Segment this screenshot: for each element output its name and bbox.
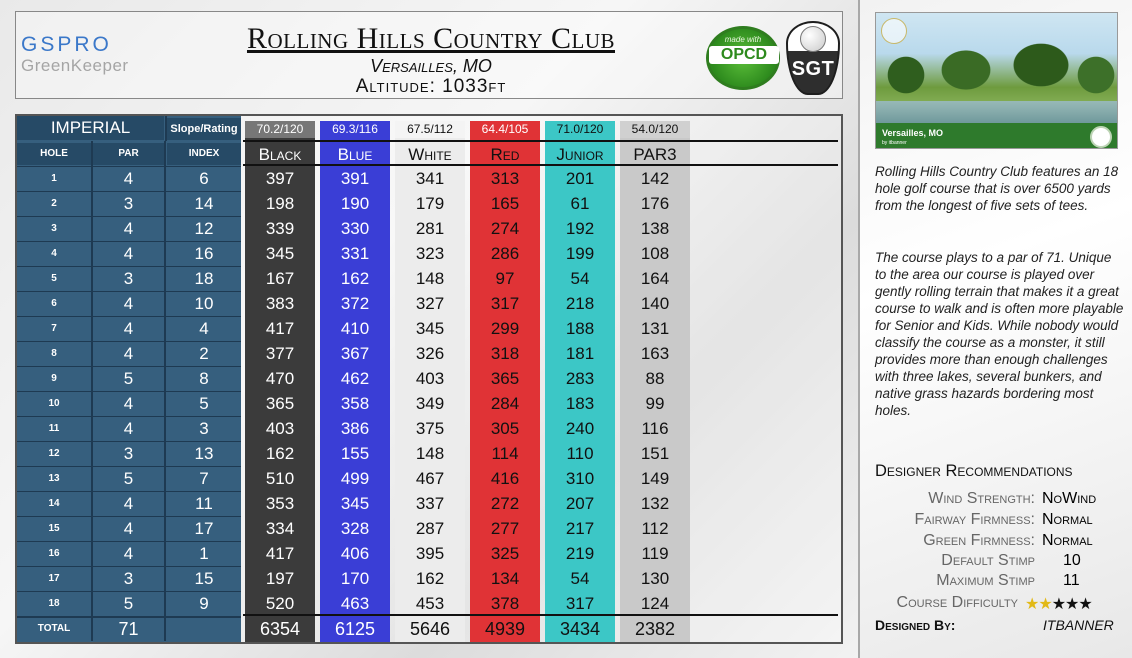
tee-yardage: 99 — [645, 394, 665, 413]
tee-yardage: 305 — [490, 419, 520, 438]
recommendation-row — [860, 490, 1132, 510]
tee-yardage: 119 — [641, 544, 669, 563]
hole-par: 4 — [123, 494, 134, 513]
hole-number: 15 — [48, 523, 60, 534]
tee-yardage: 341 — [415, 169, 445, 188]
hole-par: 4 — [123, 294, 134, 313]
tee-yardage: 54 — [570, 269, 590, 288]
tee-yardage: 162 — [340, 269, 370, 288]
tee-yardage: 375 — [415, 419, 445, 438]
star-icon: ★ — [1051, 596, 1066, 613]
gspro-logo-title: GSPRO — [21, 33, 112, 56]
tee-yardage: 165 — [490, 194, 520, 213]
tee-yardage: 330 — [340, 219, 370, 238]
tee-yardage: 372 — [340, 294, 370, 313]
opcd-badge-small: made with — [724, 35, 762, 44]
tee-yardage: 453 — [415, 594, 445, 613]
tee-yardage: 207 — [565, 494, 595, 513]
tee-yardage: 286 — [490, 244, 520, 263]
hole-index: 12 — [194, 219, 214, 238]
tee-yardage: 299 — [490, 319, 520, 338]
col-index-header: INDEX — [167, 143, 241, 165]
hole-index: 2 — [199, 344, 209, 363]
tee-total: 3434 — [559, 619, 601, 639]
recommendation-label: Wind Strength: — [928, 490, 1035, 507]
tee-yardage: 410 — [340, 319, 370, 338]
golf-logo-icon — [1090, 126, 1112, 148]
difficulty-label: Course Difficulty — [896, 594, 1018, 611]
sgt-badge-icon — [786, 21, 840, 95]
hole-number: 17 — [48, 573, 60, 584]
tee-yardage: 463 — [340, 594, 370, 613]
tee-yardage: 417 — [265, 319, 295, 338]
recommendation-label: Maximum Stimp — [936, 572, 1035, 589]
tee-yardage: 310 — [565, 469, 595, 488]
tee-yardage: 199 — [565, 244, 595, 263]
tee-yardage: 192 — [565, 219, 595, 238]
difficulty-row — [860, 594, 1132, 614]
photo-banner — [876, 123, 1118, 149]
tee-yardage: 510 — [265, 469, 295, 488]
club-altitude: Altitude: 1033ft — [355, 76, 507, 97]
hole-index: 15 — [194, 569, 214, 588]
tee-yardage: 240 — [565, 419, 595, 438]
club-seal-icon — [881, 18, 907, 44]
tee-yardage: 112 — [641, 519, 669, 538]
photo-location: Versailles, MO — [882, 128, 944, 138]
hole-par: 3 — [123, 194, 134, 213]
hole-index: 13 — [194, 444, 214, 463]
tee-yardage: 326 — [415, 344, 445, 363]
opcd-badge-icon — [706, 26, 780, 90]
tee-name-red: Red — [490, 145, 520, 164]
hole-par: 4 — [123, 169, 134, 188]
hole-number: 3 — [51, 223, 57, 234]
tee-yardage: 132 — [640, 494, 670, 513]
header — [15, 11, 843, 99]
tee-yardage: 274 — [490, 219, 520, 238]
hole-number: 6 — [51, 298, 57, 309]
tee-rating-par3: 54.0/120 — [620, 121, 690, 138]
tee-yardage: 391 — [340, 169, 370, 188]
recommendation-label: Fairway Firmness: — [914, 511, 1035, 528]
tee-yardage: 170 — [340, 569, 370, 588]
tee-yardage: 337 — [415, 494, 445, 513]
photo-byline: by itbanner — [882, 140, 907, 146]
tee-yardage: 140 — [640, 294, 670, 313]
tee-yardage: 116 — [641, 419, 669, 438]
designer-recommendations-title: Designer Recommendations — [875, 462, 1073, 480]
tee-yardage: 134 — [490, 569, 520, 588]
tee-yardage: 406 — [340, 544, 370, 563]
hole-index: 11 — [195, 494, 213, 513]
tee-name-white: White — [408, 145, 452, 164]
tee-yardage: 197 — [265, 569, 295, 588]
club-location: Versailles, MO — [370, 56, 492, 76]
tee-yardage: 317 — [565, 594, 595, 613]
tee-total: 6354 — [259, 619, 301, 639]
tee-yardage: 219 — [565, 544, 595, 563]
tee-rating-black: 70.2/120 — [245, 121, 315, 138]
tee-yardage: 148 — [415, 269, 445, 288]
tee-yardage: 378 — [490, 594, 520, 613]
units-label: IMPERIAL — [17, 116, 164, 140]
tee-yardage: 349 — [415, 394, 445, 413]
tee-yardage: 61 — [570, 194, 590, 213]
tee-yardage: 345 — [415, 319, 445, 338]
par-total: 71 — [118, 619, 139, 639]
tee-yardage: 377 — [265, 344, 295, 363]
tee-yardage: 331 — [340, 244, 370, 263]
hole-index: 3 — [199, 419, 209, 438]
hole-index: 1 — [199, 544, 209, 563]
tee-yardage: 149 — [640, 469, 670, 488]
tee-yardage: 395 — [415, 544, 445, 563]
star-icon: ★ — [1065, 596, 1079, 613]
tee-name-black: Black — [258, 145, 302, 164]
gspro-logo-subtitle: GreenKeeper — [21, 56, 129, 75]
tee-yardage: 155 — [340, 444, 370, 463]
hole-number: 1 — [51, 173, 57, 184]
hole-number: 12 — [48, 448, 60, 459]
recommendation-row — [860, 532, 1132, 552]
tee-total: 4939 — [484, 619, 526, 639]
difficulty-stars — [1025, 594, 1092, 614]
hole-number: 7 — [51, 323, 57, 334]
tee-yardage: 403 — [265, 419, 295, 438]
course-info-panel — [858, 0, 1132, 658]
tee-yardage: 470 — [265, 369, 295, 388]
tee-yardage: 287 — [415, 519, 445, 538]
tee-yardage: 176 — [640, 194, 670, 213]
hole-par: 3 — [123, 444, 134, 463]
tee-name-junior: Junior — [556, 145, 604, 164]
tee-yardage: 277 — [490, 519, 520, 538]
tee-yardage: 339 — [265, 219, 295, 238]
tee-total: 2382 — [634, 619, 676, 639]
tee-yardage: 318 — [490, 344, 520, 363]
header-rule-top — [243, 140, 838, 142]
header-rule-bottom — [243, 164, 838, 166]
recommendation-value: Normal — [1042, 532, 1093, 549]
recommendation-row — [860, 572, 1132, 592]
hole-index: 17 — [194, 519, 214, 538]
tee-yardage: 108 — [640, 244, 670, 263]
recommendation-label: Green Firmness: — [923, 532, 1035, 549]
tee-yardage: 181 — [565, 344, 595, 363]
tee-yardage: 367 — [340, 344, 370, 363]
tee-yardage: 345 — [340, 494, 370, 513]
tee-rating-junior: 71.0/120 — [545, 121, 615, 138]
hole-number: 9 — [51, 373, 57, 384]
course-description-1: Rolling Hills Country Club features an 18 hole golf course that is over 6500 yards from the longest of five sets of tees. — [875, 164, 1119, 213]
slope-rating-label: Slope/Rating — [167, 118, 241, 140]
hole-index: 6 — [199, 169, 209, 188]
tee-yardage: 365 — [265, 394, 295, 413]
tee-yardage: 88 — [645, 369, 665, 388]
tee-yardage: 325 — [490, 544, 520, 563]
tee-yardage: 190 — [340, 194, 370, 213]
tee-yardage: 520 — [265, 594, 295, 613]
tee-yardage: 281 — [415, 219, 445, 238]
total-label: TOTAL — [37, 623, 71, 634]
tee-yardage: 358 — [340, 394, 370, 413]
designed-by-label: Designed By: — [875, 617, 956, 633]
tee-yardage: 97 — [495, 269, 515, 288]
hole-number: 14 — [48, 498, 60, 509]
sgt-badge-text: SGT — [791, 58, 835, 80]
star-icon: ★ — [1025, 596, 1039, 613]
tee-yardage: 328 — [340, 519, 370, 538]
recommendation-label: Default Stimp — [941, 552, 1035, 569]
recommendation-value: 11 — [1063, 572, 1080, 589]
hole-index: 16 — [194, 244, 214, 263]
hole-number: 8 — [51, 348, 57, 359]
tee-yardage: 151 — [640, 444, 670, 463]
tee-rating-red: 64.4/105 — [470, 121, 540, 138]
hole-number: 4 — [51, 248, 57, 259]
col-par-header: PAR — [93, 143, 164, 165]
hole-index: 9 — [199, 594, 209, 613]
tee-yardage: 138 — [640, 219, 670, 238]
tee-yardage: 110 — [566, 444, 594, 463]
tee-yardage: 162 — [265, 444, 295, 463]
course-description-2: The course plays to a par of 71. Unique to the area our course is played over gently rolling terrain that makes it a great course to walk and is often more playable for Senior and Kids. While nobody would classify the course as a monster, it still provides more than enough challenges with three lakes, several bunkers, and native grass hazards bordering most holes. — [875, 250, 1124, 418]
hole-par: 4 — [123, 219, 134, 238]
tee-yardage: 499 — [340, 469, 370, 488]
hole-par: 5 — [123, 369, 134, 388]
tee-yardage: 217 — [565, 519, 595, 538]
tee-yardage: 284 — [490, 394, 520, 413]
total-rule — [243, 614, 838, 616]
tee-yardage: 365 — [490, 369, 520, 388]
hole-par: 4 — [123, 344, 134, 363]
recommendation-value: NoWind — [1042, 490, 1097, 507]
tee-yardage: 313 — [490, 169, 520, 188]
designer-name: ITBANNER — [1043, 617, 1114, 633]
hole-par: 5 — [123, 594, 134, 613]
recommendation-value: 10 — [1063, 552, 1081, 569]
tee-yardage: 317 — [490, 294, 520, 313]
hole-number: 11 — [48, 423, 60, 434]
tee-rating-white: 67.5/112 — [395, 121, 465, 138]
tee-yardage: 345 — [265, 244, 295, 263]
tee-yardage: 54 — [570, 569, 590, 588]
recommendation-row — [860, 511, 1132, 531]
tee-yardage: 183 — [565, 394, 595, 413]
course-photo — [875, 12, 1118, 149]
tee-yardage: 201 — [565, 169, 595, 188]
gspro-logo — [21, 34, 161, 76]
tee-yardage: 462 — [340, 369, 370, 388]
hole-par: 4 — [123, 419, 134, 438]
hole-index: 14 — [194, 194, 214, 213]
hole-par: 4 — [123, 244, 134, 263]
photo-water — [876, 101, 1118, 123]
hole-index: 5 — [199, 394, 209, 413]
recommendation-value: Normal — [1042, 511, 1093, 528]
tee-yardage: 130 — [640, 569, 670, 588]
tee-yardage: 124 — [640, 594, 670, 613]
tee-name-par3: PAR3 — [633, 145, 677, 164]
tee-yardage: 417 — [265, 544, 295, 563]
hole-par: 4 — [123, 394, 134, 413]
hole-number: 16 — [48, 548, 60, 559]
tee-total: 5646 — [409, 619, 451, 639]
hole-par: 3 — [123, 569, 134, 588]
hole-number: 10 — [48, 398, 60, 409]
star-icon: ★ — [1038, 596, 1052, 613]
tee-yardage: 142 — [640, 169, 670, 188]
tee-yardage: 272 — [490, 494, 520, 513]
hole-par: 4 — [123, 544, 134, 563]
tee-yardage: 383 — [265, 294, 295, 313]
tee-yardage: 131 — [640, 319, 670, 338]
tee-yardage: 334 — [265, 519, 295, 538]
tee-yardage: 162 — [415, 569, 445, 588]
hole-index: 18 — [194, 269, 214, 288]
col-separator — [165, 116, 167, 141]
golf-ball-icon — [800, 26, 826, 52]
hole-number: 2 — [51, 198, 57, 209]
tee-yardage: 179 — [415, 194, 445, 213]
tee-yardage: 327 — [415, 294, 445, 313]
tee-yardage: 218 — [565, 294, 595, 313]
tee-name-blue: Blue — [337, 145, 373, 164]
tee-yardage: 416 — [490, 469, 520, 488]
hole-index: 10 — [194, 294, 214, 313]
tee-yardage: 163 — [640, 344, 670, 363]
tee-yardage: 283 — [565, 369, 595, 388]
hole-number: 5 — [51, 273, 57, 284]
tee-yardage: 148 — [415, 444, 445, 463]
hole-index: 8 — [199, 369, 209, 388]
hole-index: 4 — [199, 319, 209, 338]
tee-yardage: 386 — [340, 419, 370, 438]
club-name: Rolling Hills Country Club — [246, 22, 615, 55]
tee-yardage: 323 — [415, 244, 445, 263]
hole-par: 4 — [123, 319, 134, 338]
tee-yardage: 167 — [265, 269, 295, 288]
tee-yardage: 467 — [415, 469, 445, 488]
tee-yardage: 403 — [415, 369, 445, 388]
tee-yardage: 188 — [565, 319, 595, 338]
hole-number: 13 — [48, 473, 60, 484]
opcd-badge-text: OPCD — [709, 46, 779, 64]
col-hole-header: HOLE — [17, 143, 91, 165]
recommendation-row — [860, 552, 1132, 572]
hole-par: 3 — [123, 269, 134, 288]
tee-yardage: 164 — [640, 269, 670, 288]
star-icon: ★ — [1078, 596, 1092, 613]
hole-par: 5 — [123, 469, 134, 488]
tee-yardage: 353 — [265, 494, 295, 513]
tee-yardage: 198 — [265, 194, 295, 213]
hole-par: 4 — [123, 519, 134, 538]
tee-total: 6125 — [334, 619, 376, 639]
tee-rating-blue: 69.3/116 — [320, 121, 390, 138]
hole-index: 7 — [199, 469, 209, 488]
tee-yardage: 397 — [265, 169, 295, 188]
tee-yardage: 114 — [491, 444, 519, 463]
hole-number: 18 — [48, 598, 60, 609]
photo-trees — [876, 35, 1118, 95]
scorecard — [15, 114, 843, 644]
